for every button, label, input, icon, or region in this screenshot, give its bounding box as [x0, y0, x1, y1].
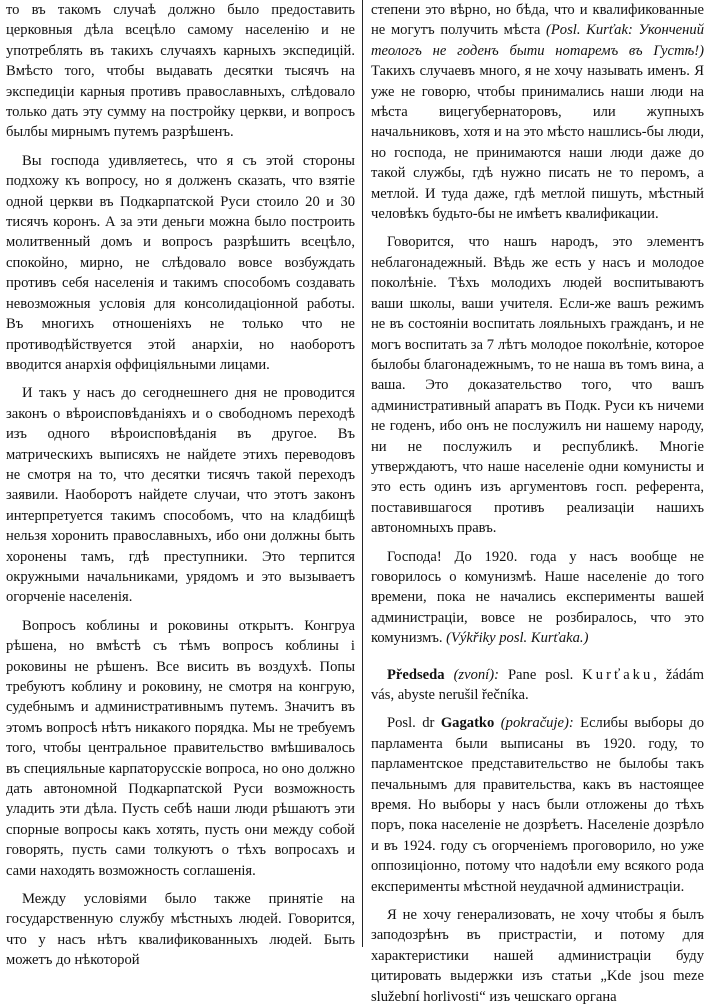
paragraph — [371, 547, 704, 649]
interjection: (Posl. Kurťak: Укончений теологъ не годенъ быти нотаремъ въ Густѣ!) — [371, 22, 704, 59]
left-column — [6, 0, 355, 969]
interjection: (Výkřiky posl. Kurťaka.) — [446, 630, 589, 647]
spacer — [371, 657, 704, 665]
text: Pane posl. — [498, 666, 583, 683]
paragraph — [371, 0, 704, 224]
paragraph: Я не хочу генерализовать, не хочу чтобы я былъ заподозрѣнъ въ пристрастіи, и потому для характеристики нашей администраціи буду цитировать выдержки изъ статьи „Kde jsou meze služební horlivosti“ изъ чешскаго органа — [371, 907, 704, 1005]
text: Господа! До 1920. года у насъ вообще не говорилось о комунизмѣ. Наше населеніе до того времени, пока не начались експерименты вашей администраціи, вовсе не розбиралось, что это комунизмъ. — [371, 548, 704, 647]
speaker-name: Gagatko — [440, 715, 495, 732]
text: Posl. dr — [387, 715, 441, 732]
speaker-paragraph — [371, 713, 704, 897]
right-column — [371, 0, 704, 1005]
column-divider — [362, 0, 363, 947]
text: , žádám vás, abyste nerušil řečníka. — [371, 666, 704, 703]
paragraph: Между условіями было также принятіе на государственную службу мѣстныхъ людей. Говорится, что у насъ нѣтъ квалификованныхъ людей. Быть можетъ до нѣкоторой — [6, 891, 355, 969]
paragraph: Вопросъ коблины и роковины открытъ. Конгруа рѣшена, но вмѣстѣ съ тѣмъ вопросъ коблины і роковины не рѣшенъ. Все висить въ воздухѣ. Попы требуютъ коблину и роковину, не смотря на конгрую, судебнымъ и административнымъ путемъ. Значитъ въ этомъ вопросѣ нѣтъ никакого порядка. Мы не требуемъ того, чтобы центральное правительство вмѣшивалось въ специяльные карпаторусскіе вопроса, но оно должно дать автономной Подкарпатской Руси возможность уладить эти дѣла. Пусть себѣ наши люди рѣшаютъ эти спорные вопросы какъ хотять, пусть они между собой говорять, пусть сами толкуютъ о тѣхъ вопросахъ и сами находять возможность соглашенія. — [6, 617, 355, 879]
stage-note: (zvoní): — [453, 666, 499, 683]
text: Такихъ случаевъ много, я не хочу называть именъ. Я уже не говорю, чтобы принимались наши люди на мѣста вицегубернаторовъ, или жупныхъ начальниковъ, хотя и на это мѣсто нашлись-бы люди, но господа, не принимаются наши люди даже до такой службы, гдѣ нужно писать не то перомъ, а метлой. И туда даже, гдѣ метлой пишуть, мѣстный человѣкъ будьто-бы не имѣетъ квалификации. — [371, 63, 704, 223]
paragraph: Говорится, что нашъ народъ, это элементъ неблагонадежный. Вѣдь же есть у насъ и молодое поколѣніе. Тѣхъ молодихъ людей воспитываютъ ваши школы, ваши учителя. Если-же вашъ режимъ не въ состояніи воспитать лояльныхъ гражданъ, и не могъ воспитать за 7 лѣтъ молодое поколѣніе, которое былобы благонадежнымъ, то не наша въ томъ вина, а ваша. Это доказательство того, что вашъ административный апаратъ въ Подк. Руси къ ничеми не годенъ, ибо онъ не послужилъ ни нашему народу, ни не послужилъ и республикѣ. Многіе утверждаютъ, что наше населеніе одни комунисты и это есть одинъ изъ аргументовъ госп. референта, поставившагося противъ реализаціи нашихъ автономныхъ правъ. — [371, 234, 704, 537]
paragraph: И такъ у насъ до сегоднешнего дня не проводится законъ о вѣроисповѣданіяхъ и о свободномъ переходѣ изъ одного вѣроисповѣданія въ другое. Въ матрическихъ выписяхъ не найдете этихъ переводовъ не смотря на то, что десятки тисячъ такой переходъ заявили. Наоборотъ найдете случаи, что этотъ законъ интерпретуется такимъ способомъ, что на кладбищѣ нельзя хоронить православныхъ, ибо они должны быть хоронены тамъ, гдѣ преступники. Это терпится окружными начальниками, урядомъ и это вызываетъ огорченіе населенія. — [6, 385, 355, 606]
speaker-name: Předseda — [387, 666, 445, 683]
paragraph: Вы господа удивляетесь, что я съ этой стороны подхожу къ вопросу, но я долженъ сказать, что взятіе одной церкви въ Подкарпатской Руси стоило 20 и 30 тисячъ коронъ. А за эти деньги можна было построить молитвенный домъ и вопросъ разрѣшить всецѣло, спокойно, мирно, не слѣдовало вовсе возбуждать противъ себя населенія и такимъ способомъ создавать невозможныя условія для консолидаціонной работы. Въ многихъ отношеніяхъ не только что не противодѣйствуется этой анархіи, но наоборотъ вводится анархія оффиціяльными лицами. — [6, 152, 355, 373]
text: Еслибы выборы до парламента были выписаны въ 1920. году, то парламентское представительство не былобы такъ печальнымъ для правительства, какъ въ настоящее время. Но выборы у насъ были отложены до тѣхъ поръ, пока населеніе не дозрѣетъ. Населеніе дозрѣло и въ 1924. году съ огорченіемъ проговорило, но уже оппозиціонно, потому что надоѣли ему всякого рода експерименты мѣстной неудачной администраціи. — [371, 715, 704, 895]
text: степени это вѣрно, но бѣда, что и квалификованные не могутъ получить мѣста — [371, 2, 704, 39]
speaker-paragraph — [371, 665, 704, 706]
stage-note: (pokračuje): — [500, 715, 574, 732]
paragraph: то въ такомъ случаѣ должно было предоставить церковныя дѣла всецѣло самому населенію и не употреблять въ такихъ случаяхъ карныхъ экспедицій. Вмѣсто того, чтобы выдавать десятки тысячъ на экспедиціи карныя противъ православныхъ, слѣдовало только дать эту сумму на постройку церкви, и вопросъ былбы мирнымъ путемъ разрѣшенъ. — [6, 2, 355, 141]
spaced-name: Kurťaku — [582, 666, 654, 683]
